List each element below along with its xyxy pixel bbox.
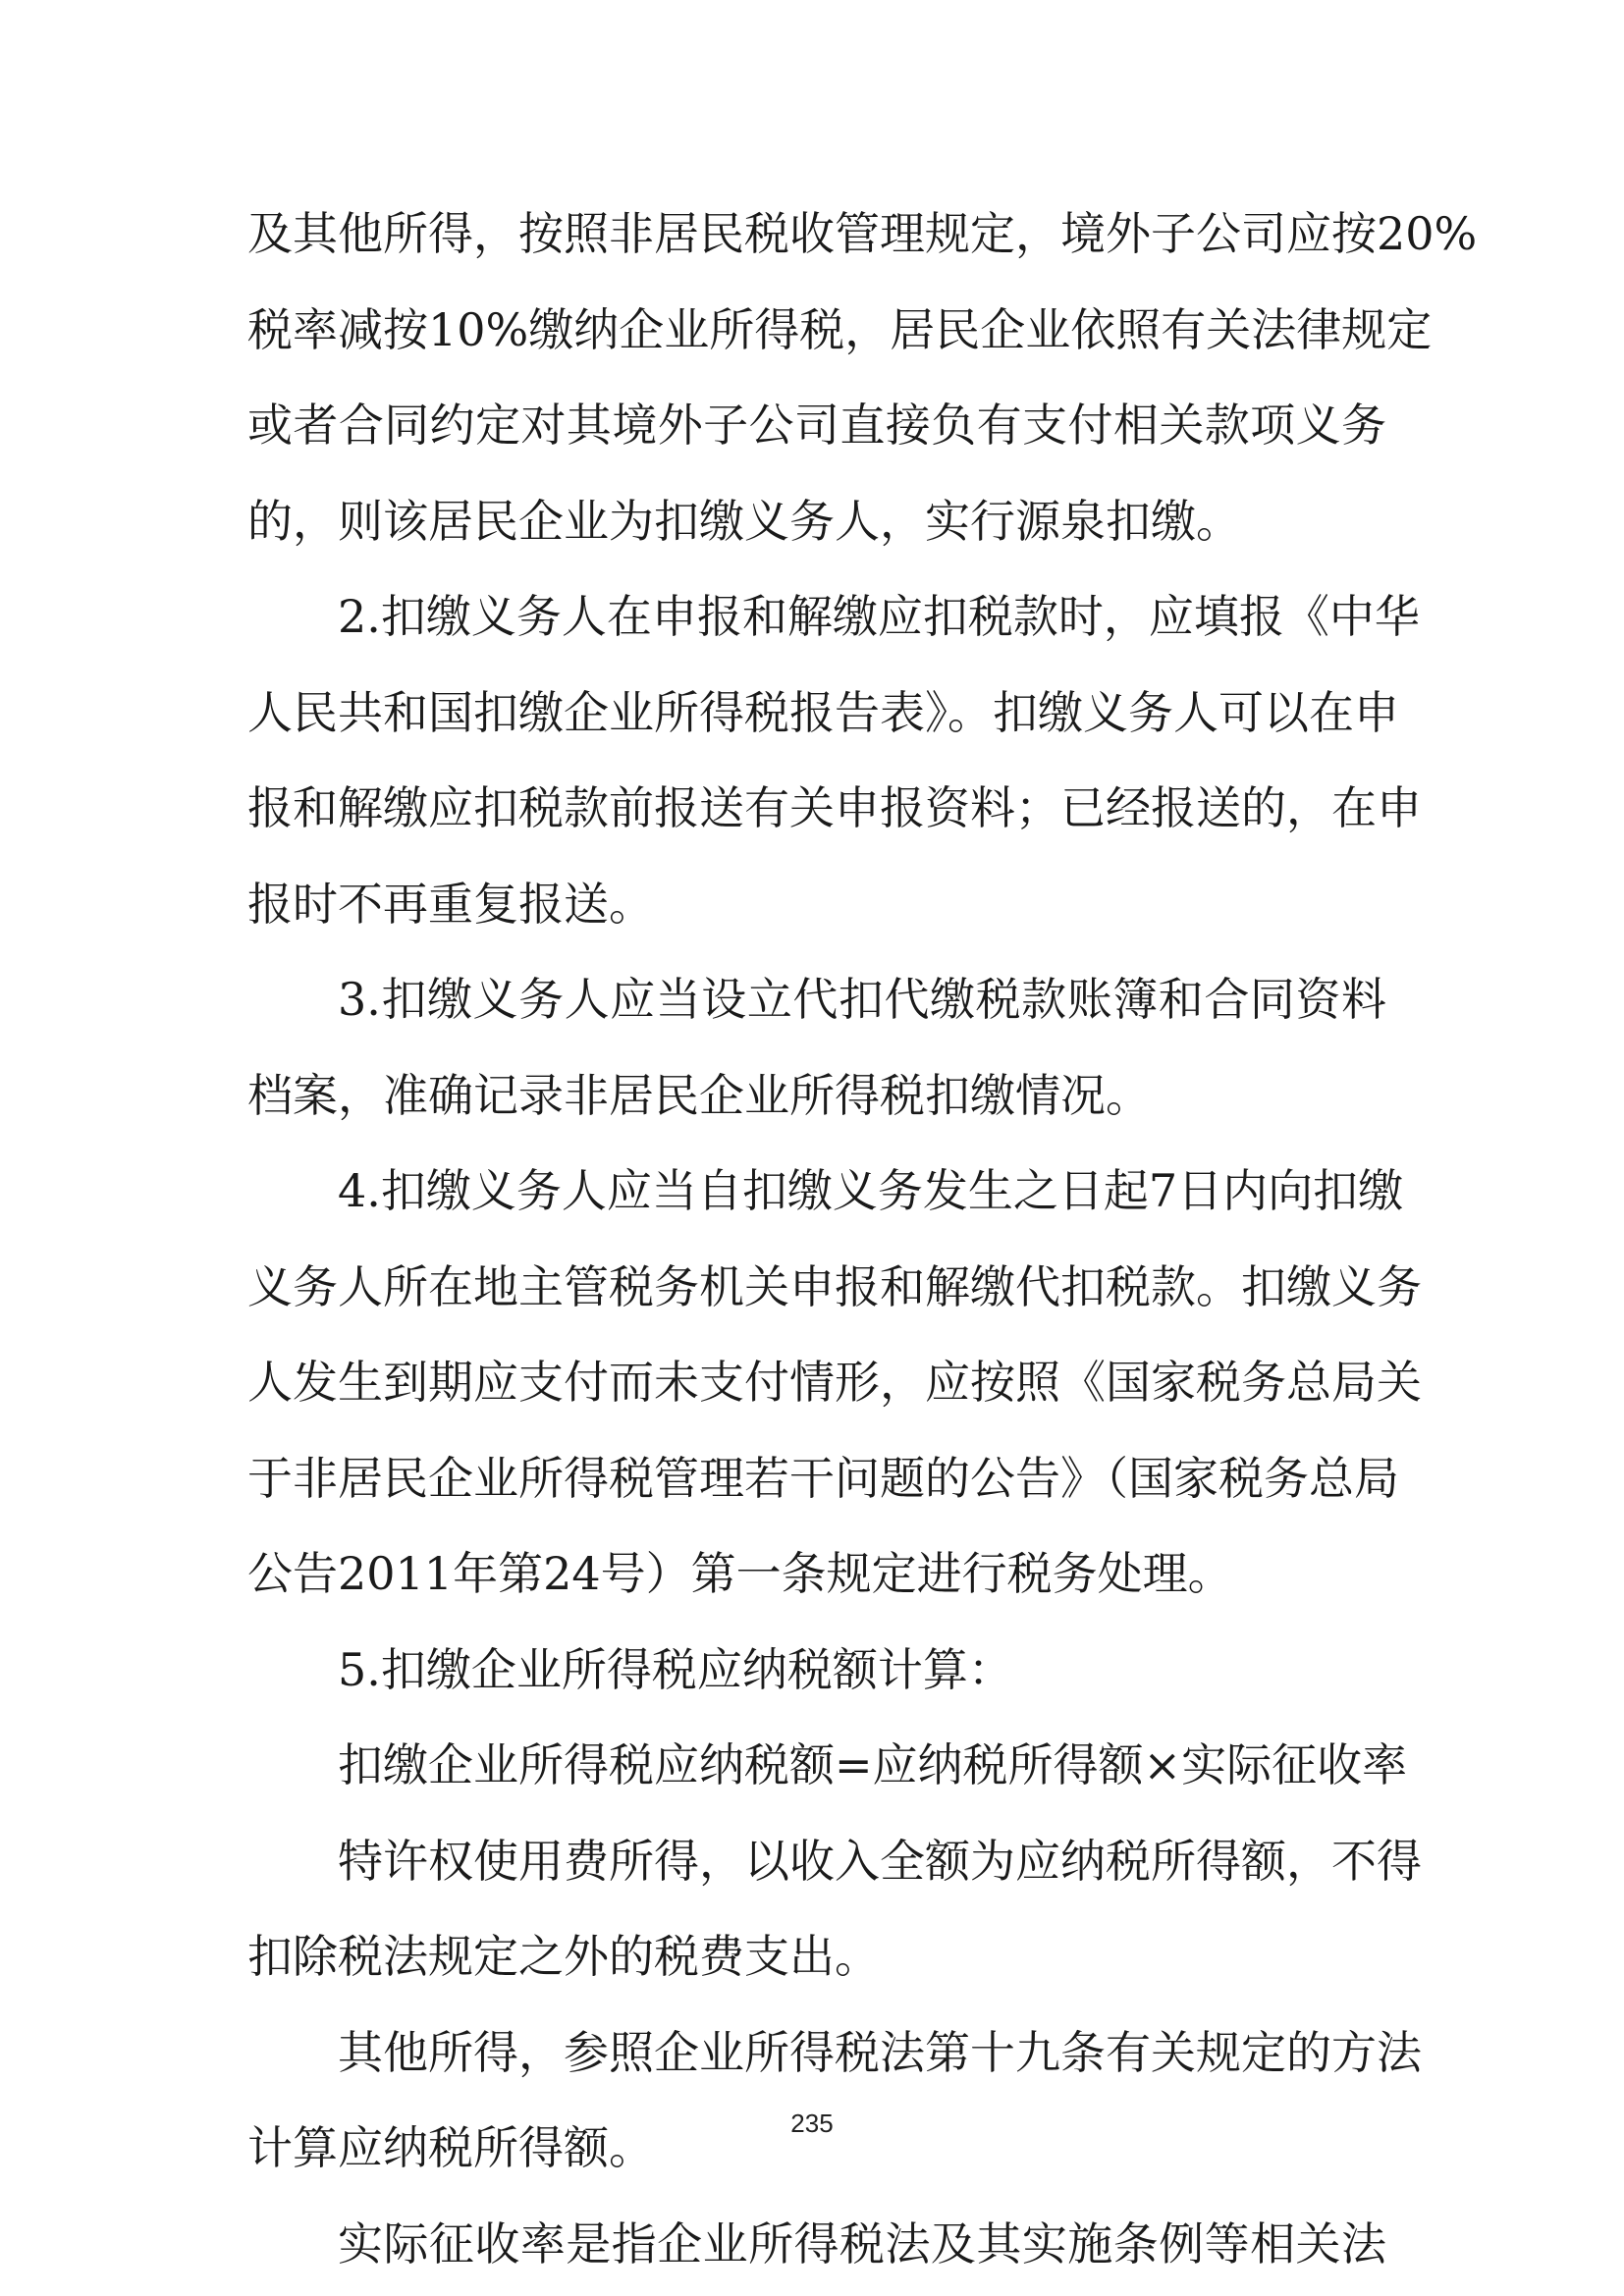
page-number: 235 (790, 2109, 834, 2138)
text-line: 3.扣缴义务人应当设立代扣代缴税款账簿和合同资料 (338, 973, 1386, 1026)
text-line: 或者合同约定对其境外子公司直接负有支付相关款项义务 (247, 399, 1386, 452)
text-line: 报时不再重复报送。 (247, 877, 654, 931)
text-line: 报和解缴应扣税款前报送有关申报资料；已经报送的，在申 (247, 781, 1422, 834)
text-line: 4.扣缴义务人应当自扣缴义务发生之日起7日内向扣缴 (338, 1164, 1404, 1217)
text-line: 及其他所得，按照非居民税收管理规定，境外子公司应按20% (247, 207, 1478, 260)
text-line: 实际征收率是指企业所得税法及其实施条例等相关法 (338, 2216, 1386, 2270)
document-body (247, 187, 1478, 2292)
text-line: 于非居民企业所得税管理若干问题的公告》（国家税务总局 (247, 1451, 1399, 1505)
text-line: 其他所得，参照企业所得税法第十九条有关规定的方法 (338, 2025, 1422, 2079)
text-line: 扣除税法规定之外的税费支出。 (247, 1930, 880, 1983)
text-line: 税率减按10%缴纳企业所得税，居民企业依照有关法律规定 (247, 302, 1433, 356)
text-line: 人民共和国扣缴企业所得税报告表》。扣缴义务人可以在申 (247, 685, 1399, 739)
text-line: 的，则该居民企业为扣缴义务人，实行源泉扣缴。 (247, 494, 1241, 548)
text-line: 扣缴企业所得税应纳税额=应纳税所得额×实际征收率 (338, 1738, 1408, 1791)
text-line: 人发生到期应支付而未支付情形，应按照《国家税务总局关 (247, 1356, 1422, 1409)
text-line: 特许权使用费所得，以收入全额为应纳税所得额，不得 (338, 1834, 1422, 1888)
text-line: 5.扣缴企业所得税应纳税额计算： (338, 1642, 1013, 1696)
text-line: 计算应纳税所得额。 (247, 2121, 654, 2174)
text-line: 档案，准确记录非居民企业所得税扣缴情况。 (247, 1068, 1151, 1122)
text-line: 义务人所在地主管税务机关申报和解缴代扣税款。扣缴义务 (247, 1259, 1422, 1313)
text-line: 2.扣缴义务人在申报和解缴应扣税款时，应填报《中华 (338, 590, 1420, 643)
text-line: 公告2011年第24号）第一条规定进行税务处理。 (247, 1547, 1233, 1600)
